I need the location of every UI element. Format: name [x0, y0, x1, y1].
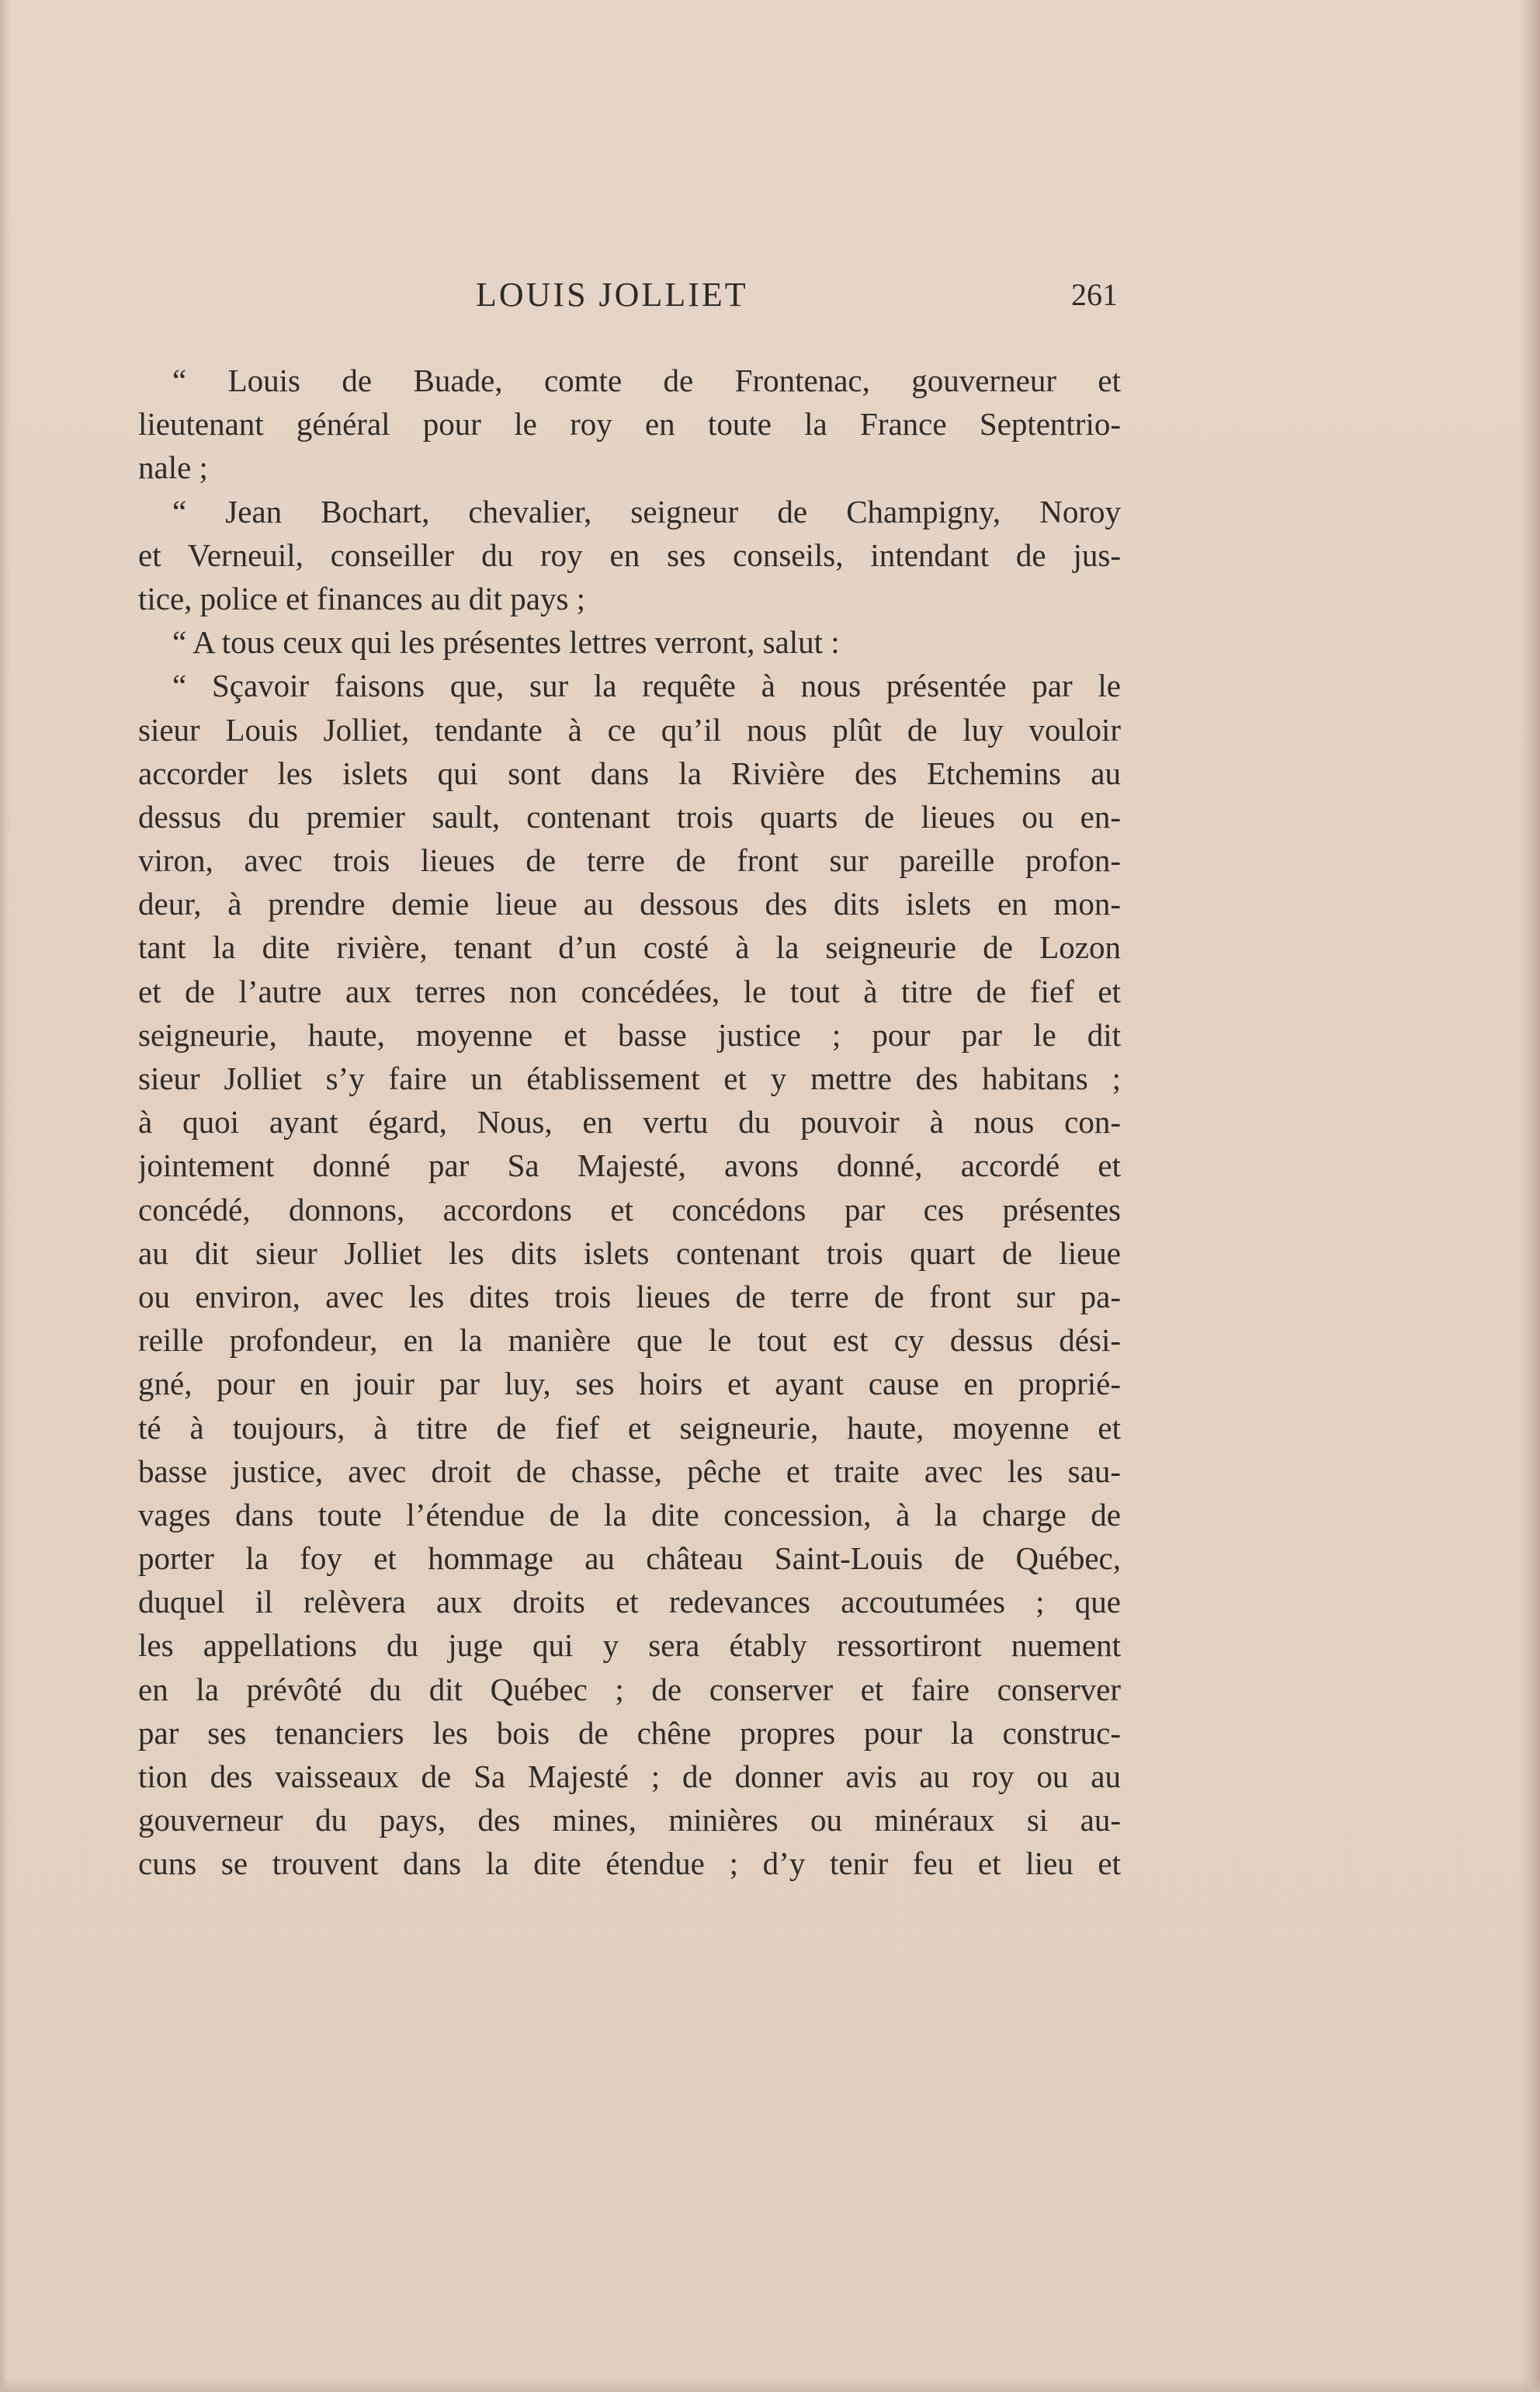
text-line: et de l’autre aux terres non concédées, le tout à titre de fief et	[138, 973, 1121, 1009]
text-line: concédé, donnons, accordons et concédons par ces présentes	[138, 1191, 1121, 1227]
text-line: jointement donné par Sa Majesté, avons donné, accordé et	[138, 1147, 1121, 1184]
text-line: accorder les islets qui sont dans la Rivière des Etchemins au	[138, 755, 1121, 791]
text-line: duquel il relèvera aux droits et redevances accoutumées ; que	[138, 1584, 1121, 1620]
body-text	[138, 359, 1121, 1886]
text-line: tant la dite rivière, tenant d’un costé à la seigneurie de Lozon	[138, 929, 1121, 966]
text-line: “ A tous ceux qui les présentes lettres verront, salut :	[172, 624, 840, 661]
text-line: viron, avec trois lieues de terre de front sur pareille profon-	[138, 842, 1121, 879]
text-line: sieur Jolliet s’y faire un établissement et y mettre des habitans ;	[138, 1061, 1121, 1096]
text-line: “ Louis de Buade, comte de Frontenac, gouverneur et	[172, 363, 1121, 398]
text-line: basse justice, avec droit de chasse, pêche et traite avec les sau-	[138, 1453, 1121, 1489]
text-line: dessus du premier sault, contenant trois quarts de lieues ou en-	[138, 798, 1121, 835]
text-line: reille profondeur, en la manière que le tout est cy dessus dési-	[138, 1322, 1121, 1359]
text-line: vages dans toute l’étendue de la dite concession, à la charge de	[138, 1496, 1121, 1533]
text-line: nale ;	[138, 450, 208, 486]
page-edge-right	[1520, 0, 1540, 2392]
text-line: deur, à prendre demie lieue au dessous des dits islets en mon-	[138, 886, 1121, 922]
text-line: cuns se trouvent dans la dite étendue ; d’y tenir feu et lieu et	[138, 1845, 1121, 1882]
running-title: LOUIS JOLLIET	[476, 276, 748, 314]
text-line: gné, pour en jouir par luy, ses hoirs et ayant cause en proprié-	[138, 1366, 1121, 1402]
text-line: “ Sçavoir faisons que, sur la requête à nous présentée par le	[172, 668, 1121, 704]
text-line: à quoi ayant égard, Nous, en vertu du pouvoir à nous con-	[138, 1104, 1121, 1140]
text-line: té à toujours, à titre de fief et seigneurie, haute, moyenne et	[138, 1409, 1121, 1446]
text-line: seigneurie, haute, moyenne et basse justice ; pour par le dit	[138, 1016, 1121, 1053]
text-line: porter la foy et hommage au château Saint-Louis de Québec,	[138, 1540, 1121, 1577]
text-line: gouverneur du pays, des mines, minières ou minéraux si au-	[138, 1802, 1121, 1838]
text-line: lieutenant général pour le roy en toute la France Septentrio-	[138, 406, 1121, 443]
text-line: tion des vaisseaux de Sa Majesté ; de donner avis au roy ou au	[138, 1758, 1121, 1794]
text-line: et Verneuil, conseiller du roy en ses conseils, intendant de jus-	[138, 536, 1121, 573]
text-line: tice, police et finances au dit pays ;	[138, 580, 586, 616]
text-line: ou environ, avec les dites trois lieues de terre de front sur pa-	[138, 1278, 1121, 1314]
page-number: 261	[1071, 277, 1118, 312]
text-line: par ses tenanciers les bois de chêne propres pour la construc-	[138, 1714, 1121, 1751]
text-line: en la prévôté du dit Québec ; de conserver et faire conserver	[138, 1671, 1121, 1707]
text-line: “ Jean Bochart, chevalier, seigneur de Champigny, Noroy	[172, 493, 1121, 529]
page-edge-left	[0, 0, 11, 2392]
text-line: au dit sieur Jolliet les dits islets contenant trois quart de lieue	[138, 1234, 1121, 1271]
text-line: sieur Louis Jolliet, tendante à ce qu’il nous plût de luy vouloir	[138, 711, 1121, 748]
page-edge-bottom	[0, 2378, 1540, 2392]
text-line: les appellations du juge qui y sera étably ressortiront nuement	[138, 1627, 1121, 1664]
running-head	[0, 268, 1540, 322]
